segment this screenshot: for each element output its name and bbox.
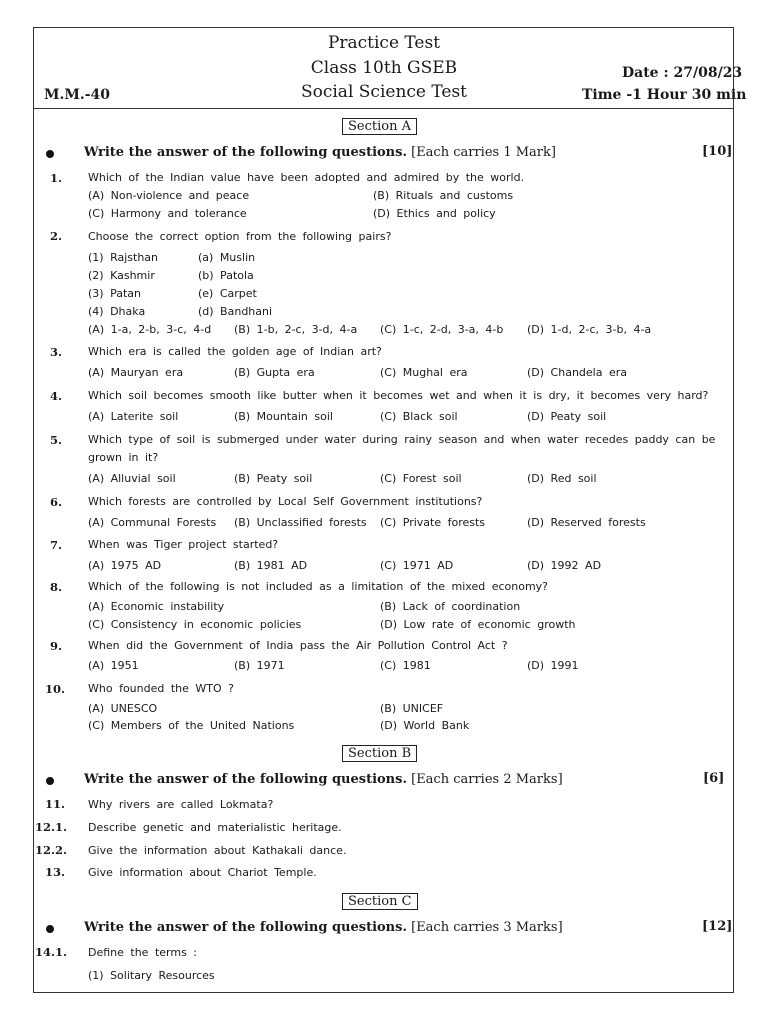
option-d: (D) 1-d, 2-c, 3-b, 4-a	[527, 323, 652, 336]
section-c-marks: [12]	[702, 919, 733, 934]
option-c: (C) Members of the United Nations	[88, 719, 295, 732]
bullet-icon	[46, 925, 54, 933]
section-b-label: Section B	[342, 745, 417, 762]
option-b: (B) 1971	[234, 659, 285, 672]
pair-right: (d) Bandhani	[198, 305, 273, 318]
test-title: Practice Test	[327, 33, 441, 53]
test-date: Date : 27/08/23	[622, 65, 743, 81]
option-a: (A) 1951	[88, 659, 139, 672]
option-a: (A) Laterite soil	[88, 410, 179, 423]
question-text: When did the Government of India pass the Air Pollution Control Act ?	[88, 639, 508, 652]
option-b: (B) 1-b, 2-c, 3-d, 4-a	[234, 323, 358, 336]
option-d: (D) Peaty soil	[527, 410, 607, 423]
section-b-marks: [6]	[703, 771, 725, 786]
option-b: (B) Rituals and customs	[373, 189, 514, 202]
question-number: 6.	[49, 495, 62, 509]
question-number: 9.	[49, 639, 62, 653]
max-marks: M.M.-40	[44, 87, 111, 103]
option-c: (C) 1971 AD	[380, 559, 454, 572]
subject-line: Social Science Test	[300, 82, 468, 102]
question-text-continued: grown in it?	[88, 451, 159, 464]
question-text: Define the terms :	[88, 946, 198, 959]
option-b: (B) 1981 AD	[234, 559, 308, 572]
question-number: 4.	[49, 389, 62, 403]
option-b: (B) Lack of coordination	[380, 600, 521, 613]
pair-left: (4) Dhaka	[88, 305, 146, 318]
option-a: (A) 1-a, 2-b, 3-c, 4-d	[88, 323, 212, 336]
pair-right: (b) Patola	[198, 269, 254, 282]
option-d: (D) World Bank	[380, 719, 470, 732]
question-text: Which type of soil is submerged under water during rainy season and when water recedes paddy can be	[88, 433, 716, 446]
question-number: 8.	[49, 580, 62, 594]
question-text: Choose the correct option from the following pairs?	[88, 230, 392, 243]
question-text: Which soil becomes smooth like butter when it becomes wet and when it is dry, it becomes very hard?	[88, 389, 709, 402]
sub-term: (1) Solitary Resources	[88, 969, 215, 982]
option-b: (B) Peaty soil	[234, 472, 313, 485]
option-a: (A) Non-violence and peace	[88, 189, 250, 202]
option-a: (A) UNESCO	[88, 702, 158, 715]
option-d: (D) Reserved forests	[527, 516, 646, 529]
question-text: Give information about Chariot Temple.	[88, 866, 317, 879]
question-number: 14.1.	[35, 945, 68, 959]
option-d: (D) Low rate of economic growth	[380, 618, 576, 631]
test-time: Time -1 Hour 30 min	[582, 87, 747, 103]
question-number: 12.1.	[35, 820, 68, 834]
question-number: 7.	[49, 538, 62, 552]
question-text: Which era is called the golden age of Indian art?	[88, 345, 382, 358]
option-d: (D) 1991	[527, 659, 579, 672]
question-number: 10.	[44, 682, 65, 696]
question-number: 13.	[44, 865, 65, 879]
section-a-marks: [10]	[702, 144, 733, 159]
question-text: Who founded the WTO ?	[88, 682, 234, 695]
question-text: Which forests are controlled by Local Self Government institutions?	[88, 495, 483, 508]
question-text: Why rivers are called Lokmata?	[88, 798, 274, 811]
option-c: (C) Private forests	[380, 516, 486, 529]
option-c: (C) Black soil	[380, 410, 458, 423]
option-a: (A) Economic instability	[88, 600, 225, 613]
question-text: Which of the following is not included as a limitation of the mixed economy?	[88, 580, 549, 593]
question-text: Which of the Indian value have been adopted and admired by the world.	[88, 171, 525, 184]
question-number: 1.	[49, 171, 62, 185]
option-b: (B) Unclassified forests	[234, 516, 367, 529]
question-number: 12.2.	[35, 843, 68, 857]
bullet-icon	[46, 777, 54, 785]
option-d: (D) Ethics and policy	[373, 207, 496, 220]
question-number: 5.	[49, 433, 62, 447]
option-b: (B) Mountain soil	[234, 410, 333, 423]
option-c: (C) Mughal era	[380, 366, 468, 379]
bullet-icon	[46, 150, 54, 158]
option-c: (C) Consistency in economic policies	[88, 618, 302, 631]
question-text: When was Tiger project started?	[88, 538, 279, 551]
option-a: (A) Alluvial soil	[88, 472, 176, 485]
option-a: (A) Communal Forests	[88, 516, 217, 529]
option-d: (D) 1992 AD	[527, 559, 602, 572]
class-line: Class 10th GSEB	[310, 58, 458, 78]
question-number: 2.	[49, 229, 62, 243]
question-number: 11.	[44, 797, 65, 811]
option-a: (A) 1975 AD	[88, 559, 162, 572]
option-d: (D) Chandela era	[527, 366, 627, 379]
question-number: 3.	[49, 345, 62, 359]
option-b: (B) Gupta era	[234, 366, 315, 379]
option-d: (D) Red soil	[527, 472, 597, 485]
question-text: Give the information about Kathakali dance.	[88, 844, 347, 857]
header-divider	[33, 108, 734, 109]
pair-right: (a) Muslin	[198, 251, 256, 264]
question-text: Describe genetic and materialistic heritage.	[88, 821, 342, 834]
option-c: (C) 1981	[380, 659, 431, 672]
option-a: (A) Mauryan era	[88, 366, 184, 379]
option-c: (C) 1-c, 2-d, 3-a, 4-b	[380, 323, 504, 336]
section-c-label: Section C	[342, 893, 418, 910]
section-a-instruction: Write the answer of the following questions. [Each carries 1 Mark]	[84, 145, 556, 160]
option-b: (B) UNICEF	[380, 702, 444, 715]
section-a-label: Section A	[342, 118, 417, 135]
option-c: (C) Forest soil	[380, 472, 462, 485]
pair-right: (e) Carpet	[198, 287, 257, 300]
section-c-instruction: Write the answer of the following questions. [Each carries 3 Marks]	[84, 920, 563, 935]
pair-left: (2) Kashmir	[88, 269, 155, 282]
pair-left: (3) Patan	[88, 287, 141, 300]
option-c: (C) Harmony and tolerance	[88, 207, 247, 220]
pair-left: (1) Rajsthan	[88, 251, 159, 264]
section-b-instruction: Write the answer of the following questions. [Each carries 2 Marks]	[84, 772, 563, 787]
